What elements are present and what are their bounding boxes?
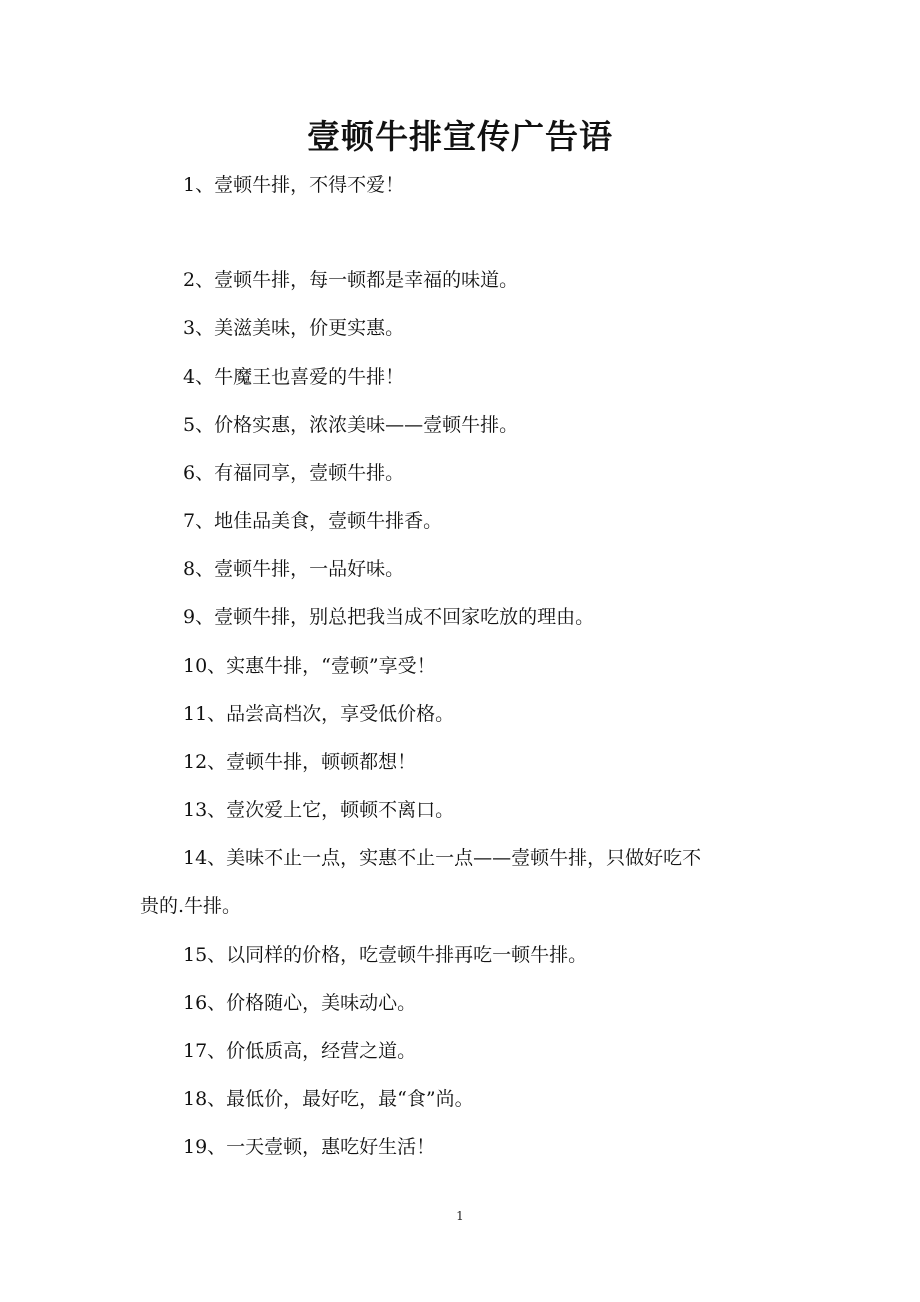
list-item-text: 18、最低价，最好吃，最“食”尚。 (183, 1088, 474, 1110)
list-item-text: 3、美滋美味，价更实惠。 (183, 317, 405, 339)
list-item-text: 13、壹次爱上它，顿顿不离口。 (183, 799, 455, 821)
list-item-text: 16、价格随心，美味动心。 (183, 992, 417, 1014)
list-item-text: 14、美味不止一点，实惠不止一点——壹顿牛排，只做好吃不 (183, 847, 702, 869)
list-item-text: 1、壹顿牛排，不得不爱！ (183, 174, 405, 196)
list-item-text: 4、牛魔王也喜爱的牛排！ (183, 366, 405, 388)
list-item-text: 6、有福同享，壹顿牛排。 (183, 462, 405, 484)
list-item-text: 2、壹顿牛排，每一顿都是幸福的味道。 (183, 269, 519, 291)
list-item-text: 12、壹顿牛排，顿顿都想！ (183, 751, 417, 773)
list-item-text: 10、实惠牛排，“壹顿”享受！ (183, 655, 436, 677)
list-item-text: 9、壹顿牛排，别总把我当成不回家吃放的理由。 (183, 606, 595, 628)
list-item-text: 17、价低质高，经营之道。 (183, 1040, 417, 1062)
page-title: 壹顿牛排宣传广告语 (307, 117, 613, 156)
page-number: 1 (456, 1209, 464, 1223)
list-item-continuation: 贵的.牛排。 (140, 895, 242, 917)
list-item-text: 19、一天壹顿，惠吃好生活！ (183, 1136, 436, 1158)
list-item-text: 5、价格实惠，浓浓美味——壹顿牛排。 (183, 414, 519, 436)
list-item-text: 7、地佳品美食，壹顿牛排香。 (183, 510, 443, 532)
list-item-text: 11、品尝高档次，享受低价格。 (183, 703, 455, 725)
list-item-text: 8、壹顿牛排，一品好味。 (183, 558, 405, 580)
list-item-text: 15、以同样的价格，吃壹顿牛排再吃一顿牛排。 (183, 944, 588, 966)
